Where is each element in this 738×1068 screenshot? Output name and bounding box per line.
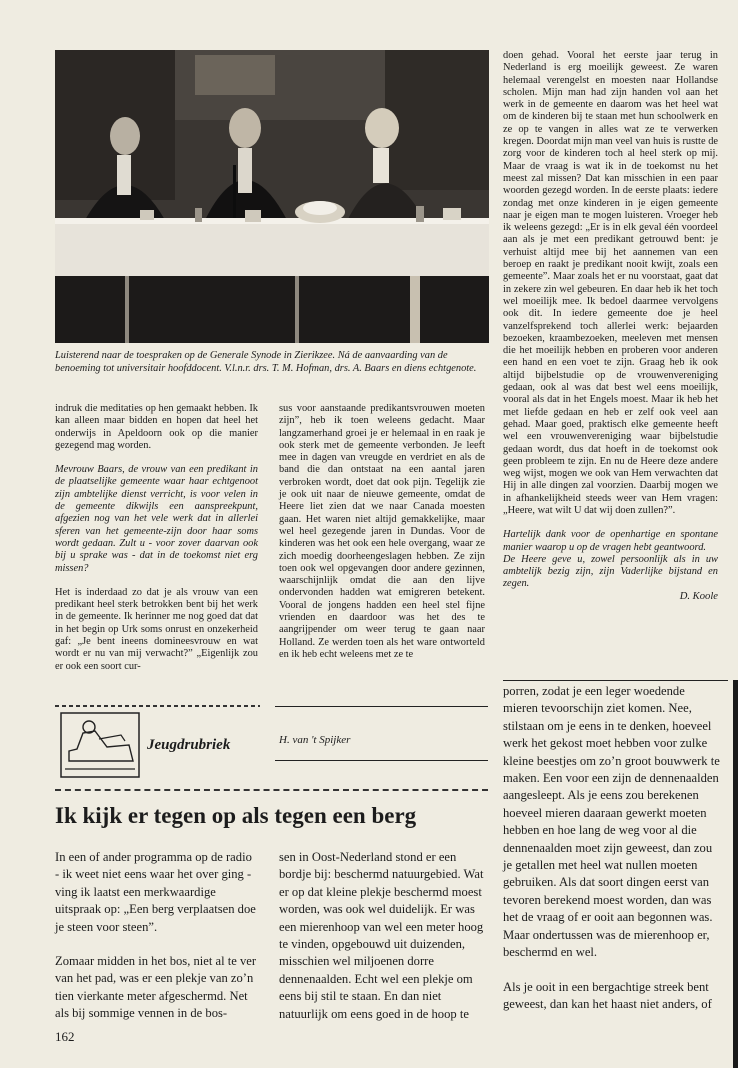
closing-thanks: Hartelijk dank voor de openhartige en spontane manier waarop u op de vragen hebt geantwoord. [503, 529, 718, 553]
closing-blessing: De Heere geve u, zowel persoonlijk als in uw ambtelijk bezig zijn, zijn Vaderlijke bijstand en zegen. [503, 553, 718, 590]
paragraph: doen gehad. Vooral het eerste jaar terug in Nederland is erg moeilijk geweest. Ze waren helemaal verengelst en moesten naar Hollandse scholen. Mijn man had zijn handen vol aan het werk in de gemeente en daarom was het heel wat om de kinderen bij te staan met hun schoolwerk en ze op te vangen in alles wat ze te verwerken kregen. Doordat mijn man veel van huis is rustte de zorg voor de kinderen toch al heel sterk op mij. Maar de vraag is wat ik in de toekomst nu het meest zal missen? Dat kan misschien in een paar woorden gezegd worden. In de eerste plaats: iedere zondag met onze kinderen in je eigen gemeente naar je eigen man te mogen luisteren. Vroeger heb ik weleens gezegd: „Er is in elk geval één voordeel aan als je met een predikant getrouwd bent: je verhuist altijd mee bij het aannemen van een beroep en raakt je predikant nooit kwijt, zoals een gemeente”. Maar zoals het er nu voorstaat, gaat dat in zekere zin wel gebeuren. En daar heb ik het toch wel moeilijk mee. Ik bedoel daarmee vervolgens ook dit. In iedere gemeente doe je heel vanzelfsprekend toch allerlei werk: bejaarden bezoeken, kraambezoeken, meeleven met mensen die het moeilijk hebben en proberen voor anderen een hand en een voet te zijn. Graag heb ik ook altijd bijbelstudie op de vrouwenvereniging gedaan, ook al was dat best wel eens moeilijk, vooral als dat in het Engels moest. Maar ik heb het met liefde gedaan en heb er zelf ook veel aan gehad. Maar goed, praktisch elke gemeente heeft wel een vrouwenvereniging waar bijbelstudie gedaan wordt, dus dat hoeft in de toekomst ook geen probleem te zijn. En nu de Heere deze andere weg wijst, mogen we ook van Hem verwachten dat Hij in alle dingen zal voorzien. Daarbij mogen we in afhankelijkheid steeds weer van Hem vragen: „Heere, wat wilt U dat wij doen zullen?”. [503, 50, 718, 516]
article-bottom-column-1 [55, 849, 258, 1023]
article-bottom-column-2 [279, 849, 486, 1023]
page-edge-bar [733, 680, 738, 1068]
rubric-title: Jeugdrubriek [147, 737, 231, 753]
author-rule-top [275, 706, 488, 707]
page-number: 162 [55, 1029, 75, 1044]
synod-photo [55, 50, 489, 343]
rubric-author: H. van 't Spijker [279, 734, 351, 746]
author-signature: D. Koole [679, 590, 718, 602]
paragraph: Zomaar midden in het bos, niet al te ver van het pad, was er een plekje van zo’n tien vierkante meter afgeschermd. Net als bij sommige vennen in de bos- [55, 954, 257, 1021]
paragraph: sen in Oost-Nederland stond er een bordje bij: beschermd natuurgebied. Wat er op dat kleine plekje beschermd moest worden, was ook wel duidelijk. Er was een mierenhoop van wel een meter hoog te vinden, opgebouwd uit duizenden, misschien wel miljoenen dorre dennenaalden. Echt wel een plekje om eens bij stil te staan. En dan niet natuurlijk om eens goed in de hoop te [279, 850, 484, 1021]
column-divider [503, 680, 728, 681]
paragraph: indruk die meditaties op hen gemaakt hebben. Ik kan alleen maar bidden en hopen dat heel het onderwijs in Apeldoorn ook op die manier gezegend mag worden. [55, 403, 258, 451]
article-headline: Ik kijk er tegen op als tegen een berg [55, 803, 417, 828]
synod-photo-illustration [55, 50, 489, 343]
paragraph: In een of ander programma op de radio - ik weet niet eens waar het over ging - ving ik laatst een merkwaardige uitspraak op: „Een berg verplaatsen doe je steen voor steen”. [55, 850, 256, 934]
article-top-column-3 [503, 50, 718, 603]
article-top-column-1 [55, 403, 258, 673]
article-top-column-2 [279, 403, 485, 661]
paragraph: sus voor aanstaande predikantsvrouwen moeten zijn”, heb ik toen weleens gedacht. Maar langzamerhand groei je er helemaal in en raak je ook sterk met de gemeente verbonden. Je leeft mee in dagen van vreugde en verdriet en als de band die dan ontstaat na een aantal jaren verbroken wordt, doet dat ook pijn. Tegelijk zie je ook uit naar de nieuwe gemeente, omdat de Heere liet zien dat we naar Canada moesten gaan. Het waren niet altijd gemakkelijke, maar wel heel gezegende jaren in Dundas. Voor de kinderen was het ook een hele overgang, waar ze zich moedig doorheengeslagen hebben. Ze zijn toen ook wel opgevangen door andere gezinnen, waarschijnlijk omdat die aan den lijve ondervonden hadden wat emigreren betekent. Vooral de jongens hadden een heel stel fijne vrienden en daardoor was het des te aangrijpender om weer terug te gaan naar Holland. Ze werden toen als het ware ontworteld en ik heb echt weleens met ze te [279, 403, 485, 660]
article-bottom-column-3 [503, 683, 721, 1013]
paragraph: Het is inderdaad zo dat je als vrouw van een predikant heel sterk betrokken bent bij het werk in de gemeente. Ik herinner me nog goed dat dat in het begin op Urk soms onrust en onzekerheid gaf: „Je bent ineens domineesvrouw en wat wordt er nu van mij verwacht?” „Eigenlijk zou er ook een soort cur- [55, 586, 258, 672]
photo-caption: Luisterend naar de toespraken op de Generale Synode in Zierikzee. Ná de aanvaarding van de benoeming tot universitair hoofddocent. V.l.n.r. drs. T. M. Hofman, drs. A. Baars en diens echtgenote. [55, 350, 477, 374]
author-rule-bottom [275, 760, 488, 761]
paragraph: Als je ooit in een bergachtige streek bent geweest, dan kan het haast niet anders, of [503, 979, 712, 1011]
paragraph: porren, zodat je een leger woedende mieren tevoorschijn ziet komen. Nee, stilstaan om je eens in te denken, hoeveel werk het gekost moet hebben voor zulke kleine beestjes om zo’n groot bouwwerk te maken. Een voor een zijn de dennenaalden aangesleept. Als je eens zou berekenen hoeveel mieren daaraan gewerkt moeten hebben en hoe lang de weg voor al die dennenaalden moet zijn geweest, dan zou je getallen met heel wat nullen moeten gebruiken. Als dat soort dingen eerst van tevoren berekend moest worden, dan was het de vraag of er ooit aan begonnen was. Maar ondertussen was de mierenhoop er, beschermd en wel. [503, 684, 720, 960]
interview-question: Mevrouw Baars, de vrouw van een predikant in de plaatselijke gemeente waar haar echtgenoot zijn ambtelijke dienst verricht, is voor velen in de gemeente dikwijls een aanspreekpunt, afgezien nog van het vele werk dat in allerlei sferen van het gemeente-zijn door haar soms wordt gedaan. Zult u - voor zover daarvan ook bij u sprake was - dat in de toekomst niet erg missen? [55, 464, 258, 574]
